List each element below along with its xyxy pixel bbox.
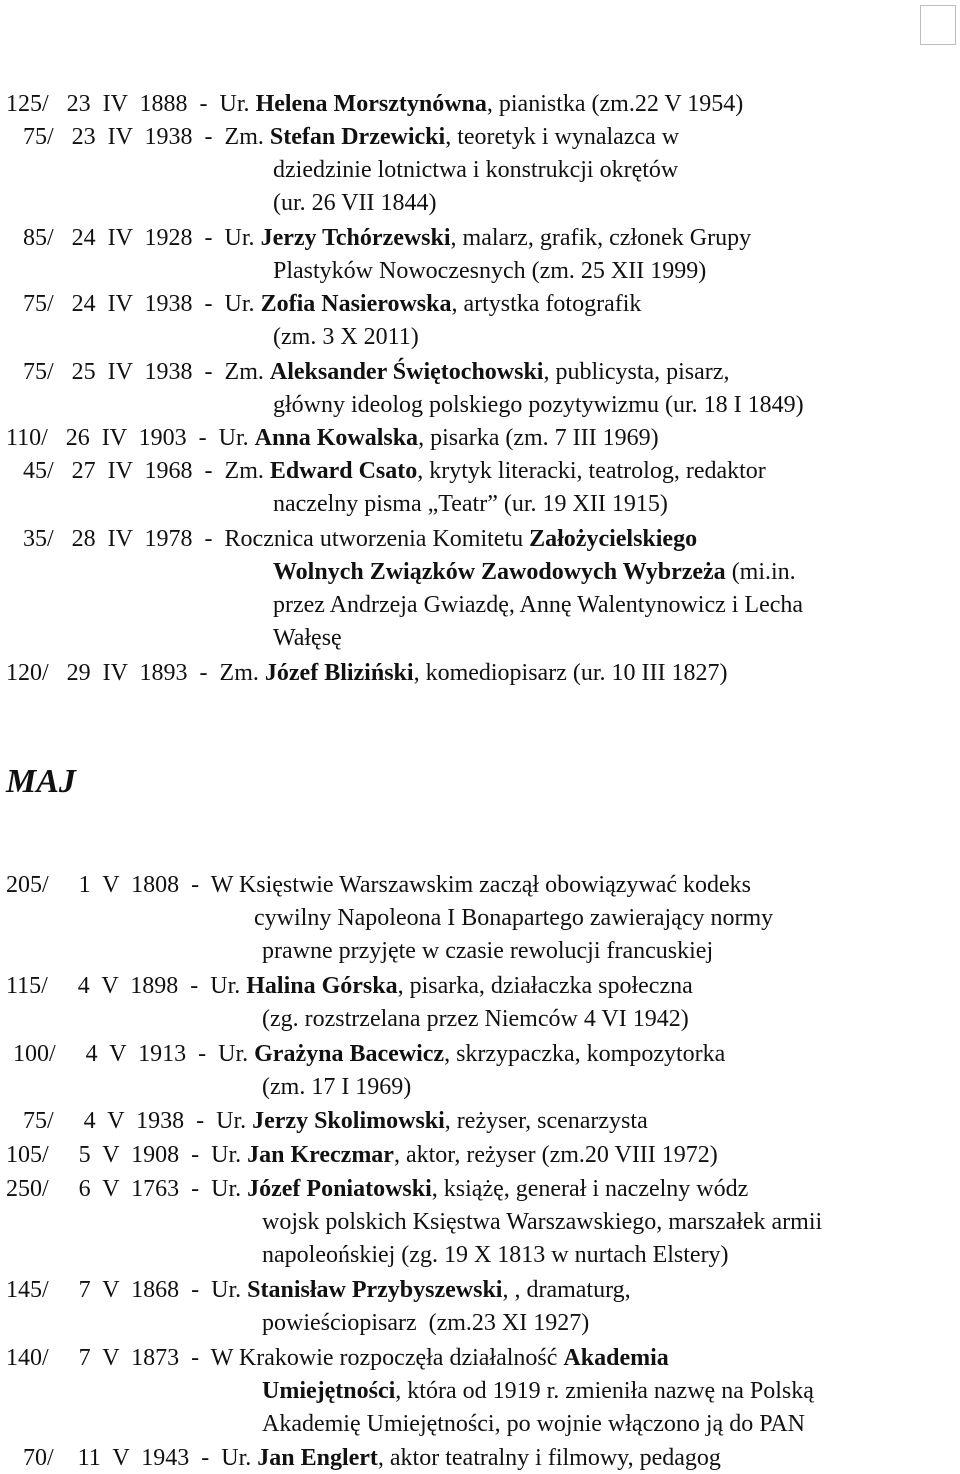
text-line xyxy=(23,357,729,387)
text-line xyxy=(273,590,803,620)
text-line xyxy=(262,936,713,966)
bold-name: Halina Górska xyxy=(246,973,398,999)
text-line xyxy=(273,155,678,185)
text-segment: Akademię Umiejętności, po wojnie włączono ją do PAN xyxy=(262,1411,805,1437)
text-line xyxy=(6,423,659,453)
text-segment: Plastyków Nowoczesnych (zm. 25 XII 1999) xyxy=(273,258,707,284)
text-line xyxy=(6,1343,669,1373)
text-line xyxy=(262,1004,689,1034)
text-line xyxy=(273,256,706,286)
text-segment: 250/ 6 V 1763 - Ur. xyxy=(6,1176,248,1202)
text-segment: dziedzinie lotnictwa i konstrukcji okrętów xyxy=(273,157,679,183)
text-segment: (mi.in. xyxy=(725,559,796,585)
text-segment: (ur. 26 VII 1844) xyxy=(273,190,437,216)
bold-name: Helena Morsztynówna xyxy=(255,91,487,117)
text-line xyxy=(262,1240,729,1270)
text-segment: główny ideolog polskiego pozytywizmu (ur. 18 I 1849) xyxy=(273,392,804,418)
text-line xyxy=(13,1039,725,1069)
text-segment: , pisarka, działaczka społeczna xyxy=(397,973,693,999)
text-line xyxy=(262,1207,822,1237)
text-line xyxy=(273,322,419,352)
text-segment: , która od 1919 r. zmieniła nazwę na Polską xyxy=(395,1378,814,1404)
text-line xyxy=(6,971,693,1001)
text-segment: wojsk polskich Księstwa Warszawskiego, marszałek armii xyxy=(262,1209,823,1235)
text-line xyxy=(23,456,766,486)
bold-name: Umiejętności xyxy=(262,1378,396,1404)
text-line xyxy=(6,1140,718,1170)
bold-name: Akademia xyxy=(563,1345,669,1371)
text-line xyxy=(262,1409,805,1439)
text-segment: naczelny pisma „Teatr” (ur. 19 XII 1915) xyxy=(273,491,668,517)
bold-name: Stefan Drzewicki xyxy=(269,124,446,150)
text-line xyxy=(262,1376,814,1406)
text-segment: 85/ 24 IV 1928 - Ur. xyxy=(23,225,261,251)
text-segment: 100/ 4 V 1913 - Ur. xyxy=(13,1041,255,1067)
text-segment: , artystka fotografik xyxy=(451,291,642,317)
text-segment: 75/ 24 IV 1938 - Ur. xyxy=(23,291,261,317)
text-line xyxy=(23,1106,648,1136)
text-segment: 75/ 4 V 1938 - Ur. xyxy=(23,1108,253,1134)
text-line xyxy=(273,623,342,653)
text-segment: 140/ 7 V 1873 - W Krakowie rozpoczęła działalność xyxy=(6,1345,564,1371)
text-segment: 145/ 7 V 1868 - Ur. xyxy=(6,1277,248,1303)
text-segment: , publicysta, pisarz, xyxy=(543,359,730,385)
text-segment: 205/ 1 V 1808 - W Księstwie Warszawskim zaczął obowiązywać kodeks xyxy=(6,872,752,898)
text-line xyxy=(273,489,668,519)
text-line xyxy=(23,1443,721,1473)
bold-name: Założycielskiego xyxy=(529,526,698,552)
bold-name: Grażyna Bacewicz xyxy=(254,1041,445,1067)
text-line xyxy=(254,903,773,933)
text-segment: powieściopisarz (zm.23 XI 1927) xyxy=(262,1310,590,1336)
text-line xyxy=(6,1174,748,1204)
text-line xyxy=(262,1308,589,1338)
text-line xyxy=(6,89,743,119)
bold-name: Aleksander Świętochowski xyxy=(269,359,544,385)
text-segment: 105/ 5 V 1908 - Ur. xyxy=(6,1142,248,1168)
text-line xyxy=(23,223,751,253)
bold-name: Edward Csato xyxy=(269,458,418,484)
text-segment: napoleońskiej (zg. 19 X 1813 w nurtach Elstery) xyxy=(262,1242,729,1268)
text-segment: , skrzypaczka, kompozytorka xyxy=(444,1041,726,1067)
text-segment: cywilny Napoleona I Bonapartego zawierający normy xyxy=(254,905,774,931)
text-segment: 35/ 28 IV 1978 - Rocznica utworzenia Komitetu xyxy=(23,526,530,552)
text-segment: , reżyser, scenarzysta xyxy=(444,1108,648,1134)
text-line xyxy=(23,122,679,152)
text-segment: , malarz, grafik, członek Grupy xyxy=(450,225,752,251)
text-segment: , książę, generał i naczelny wódz xyxy=(431,1176,749,1202)
text-segment: , komediopisarz (ur. 10 III 1827) xyxy=(413,660,728,686)
text-segment: , teoretyk i wynalazca w xyxy=(445,124,680,150)
text-segment: 120/ 29 IV 1893 - Zm. xyxy=(6,660,265,686)
text-segment: 115/ 4 V 1898 - Ur. xyxy=(6,973,247,999)
bold-name: Jerzy Tchórzewski xyxy=(260,225,451,251)
text-segment: 75/ 23 IV 1938 - Zm. xyxy=(23,124,270,150)
text-segment: , pisarka (zm. 7 III 1969) xyxy=(418,425,659,451)
text-line xyxy=(6,870,751,900)
text-segment: Wałęsę xyxy=(273,625,342,651)
text-line xyxy=(6,658,727,688)
text-segment: , aktor teatralny i filmowy, pedagog xyxy=(377,1445,721,1471)
text-segment: , aktor, reżyser (zm.20 VIII 1972) xyxy=(393,1142,718,1168)
bold-name: Stanisław Przybyszewski xyxy=(247,1277,503,1303)
text-line xyxy=(6,1275,631,1305)
corner-box xyxy=(920,5,956,45)
bold-name: Anna Kowalska xyxy=(254,425,419,451)
text-line xyxy=(262,1072,411,1102)
text-line xyxy=(273,188,437,218)
month-heading: MAJ xyxy=(6,763,76,800)
text-segment: (zm. 17 I 1969) xyxy=(262,1074,412,1100)
bold-name: Jerzy Skolimowski xyxy=(252,1108,445,1134)
bold-name: Jan Englert xyxy=(257,1445,378,1471)
bold-name: Józef Bliziński xyxy=(264,660,414,686)
text-segment: 70/ 11 V 1943 - Ur. xyxy=(23,1445,258,1471)
text-segment: , krytyk literacki, teatrolog, redaktor xyxy=(417,458,766,484)
bold-name: Jan Kreczmar xyxy=(247,1142,394,1168)
text-line xyxy=(23,524,697,554)
text-segment: (zg. rozstrzelana przez Niemców 4 VI 1942) xyxy=(262,1006,689,1032)
bold-name: Józef Poniatowski xyxy=(247,1176,432,1202)
text-segment: (zm. 3 X 2011) xyxy=(273,324,419,350)
text-segment: , pianistka (zm.22 V 1954) xyxy=(486,91,744,117)
text-segment: prawne przyjęte w czasie rewolucji francuskiej xyxy=(262,938,714,964)
text-segment: 75/ 25 IV 1938 - Zm. xyxy=(23,359,270,385)
text-segment: 125/ 23 IV 1888 - Ur. xyxy=(6,91,256,117)
text-line xyxy=(23,289,641,319)
text-segment: , , dramaturg, xyxy=(502,1277,631,1303)
text-segment: 45/ 27 IV 1968 - Zm. xyxy=(23,458,270,484)
text-line xyxy=(273,390,804,420)
text-line xyxy=(273,557,796,587)
text-segment: 110/ 26 IV 1903 - Ur. xyxy=(6,425,255,451)
text-segment: przez Andrzeja Gwiazdę, Annę Walentynowicz i Lecha xyxy=(273,592,804,618)
bold-name: Zofia Nasierowska xyxy=(260,291,452,317)
bold-name: Wolnych Związków Zawodowych Wybrzeża xyxy=(273,559,726,585)
